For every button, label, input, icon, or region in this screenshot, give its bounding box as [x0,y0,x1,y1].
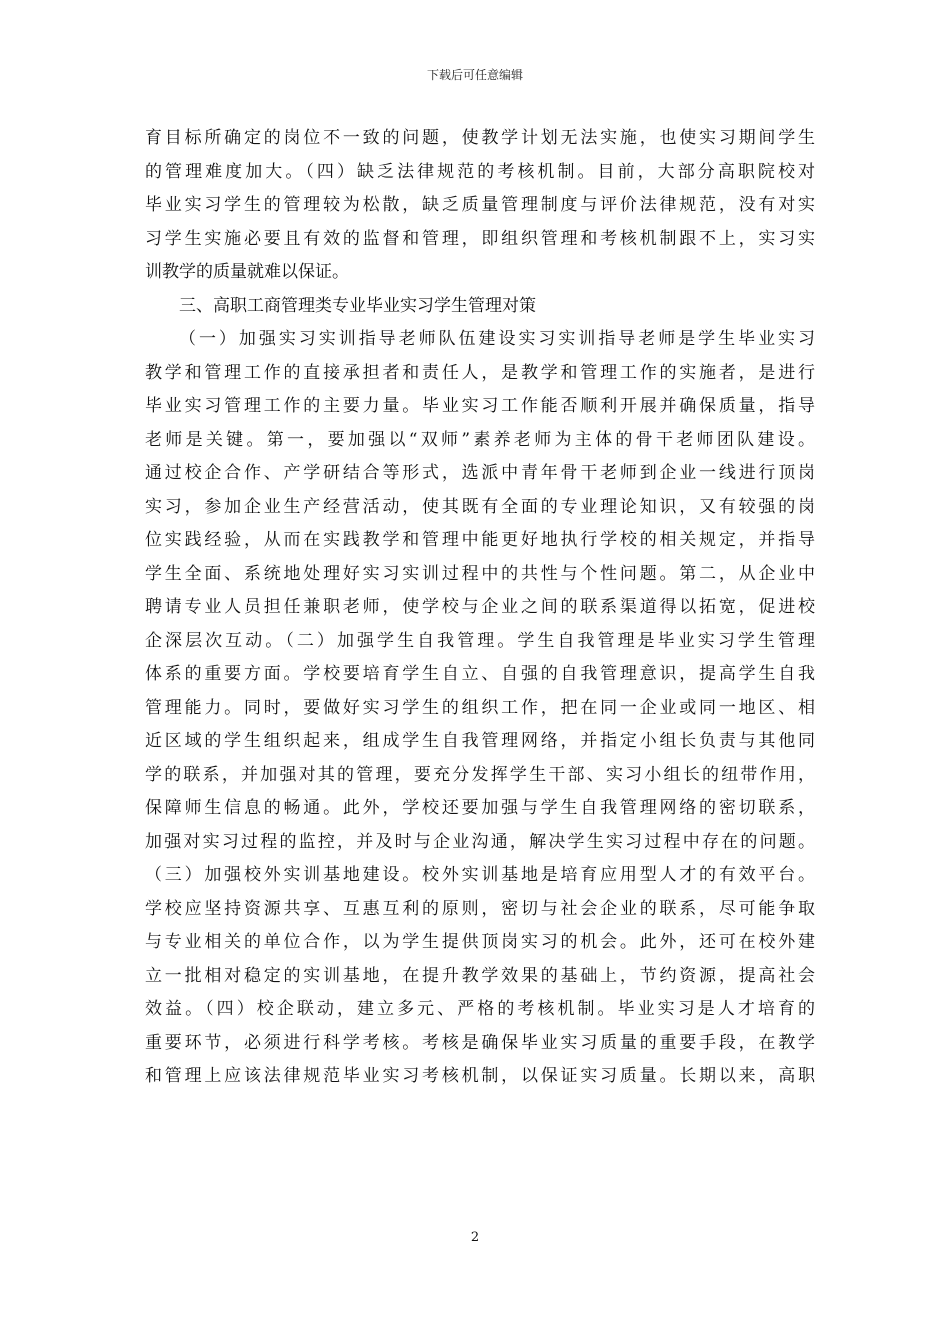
text-line: 实习，参加企业生产经营活动，使其既有全面的专业理论知识，又有较强的岗 [145,496,815,517]
text-line: 毕业实习学生的管理较为松散，缺乏质量管理制度与评价法律规范，没有对实 [145,195,815,215]
text-line: 学的联系，并加强对其的管理，要充分发挥学生干部、实习小组长的纽带作用， [145,764,815,785]
text-line: 聘请专业人员担任兼职老师，使学校与企业之间的联系渠道得以拓宽，促进校 [145,597,815,617]
text-line: 老师是关键。第一，要加强以“双师”素养老师为主体的骨干老师团队建设。 [145,429,815,450]
text-line: （一）加强实习实训指导老师队伍建设实习实训指导老师是学生毕业实习 [179,329,815,349]
text-line: 通过校企合作、产学研结合等形式，选派中青年骨干老师到企业一线进行顶岗 [145,463,815,483]
text-line: 立一批相对稳定的实训基地，在提升教学效果的基础上，节约资源，提高社会 [145,965,815,986]
text-line: 近区域的学生组织起来，组成学生自我管理网络，并指定小组长负责与其他同 [145,731,815,751]
text-line: 管理能力。同时，要做好实习学生的组织工作，把在同一企业或同一地区、相 [145,697,815,718]
text-line: 的管理难度加大。（四）缺乏法律规范的考核机制。目前，大部分高职院校对 [145,161,815,182]
section-heading: 三、高职工商管理类专业毕业实习学生管理对策 [179,295,536,316]
page-number: 2 [470,1230,480,1245]
text-line: 训教学的质量就难以保证。 [145,262,349,282]
text-line: 毕业实习管理工作的主要力量。毕业实习工作能否顺利开展并确保质量，指导 [145,396,815,416]
text-line: 学校应坚持资源共享、互惠互利的原则，密切与社会企业的联系，尽可能争取 [145,898,815,919]
text-line: 与专业相关的单位合作，以为学生提供顶岗实习的机会。此外，还可在校外建 [145,932,815,952]
page-header: 下载后可任意编辑 [426,68,523,82]
text-line: 重要环节，必须进行科学考核。考核是确保毕业实习质量的重要手段，在教学 [145,1032,815,1053]
text-line: 保障师生信息的畅通。此外，学校还要加强与学生自我管理网络的密切联系， [145,798,815,818]
text-line: 加强对实习过程的监控，并及时与企业沟通，解决学生实习过程中存在的问题。 [145,831,815,852]
document-body [145,122,815,1094]
text-line: 位实践经验，从而在实践教学和管理中能更好地执行学校的相关规定，并指导 [145,530,815,550]
text-line: 和管理上应该法律规范毕业实习考核机制，以保证实习质量。长期以来，高职 [145,1066,815,1086]
text-line: （三）加强校外实训基地建设。校外实训基地是培育应用型人才的有效平台。 [145,865,815,885]
text-line: 教学和管理工作的直接承担者和责任人，是教学和管理工作的实施者，是进行 [145,362,815,383]
text-line: 育目标所确定的岗位不一致的问题，使教学计划无法实施，也使实习期间学生 [145,128,815,148]
text-line: 体系的重要方面。学校要培育学生自立、自强的自我管理意识，提高学生自我 [145,664,815,684]
text-line: 企深层次互动。（二）加强学生自我管理。学生自我管理是毕业实习学生管理 [145,630,815,651]
text-line: 学生全面、系统地处理好实习实训过程中的共性与个性问题。第二，从企业中 [145,563,815,584]
text-line: 效益。（四）校企联动，建立多元、严格的考核机制。毕业实习是人才培育的 [145,999,815,1019]
text-line: 习学生实施必要且有效的监督和管理，即组织管理和考核机制跟不上，实习实 [145,228,815,249]
